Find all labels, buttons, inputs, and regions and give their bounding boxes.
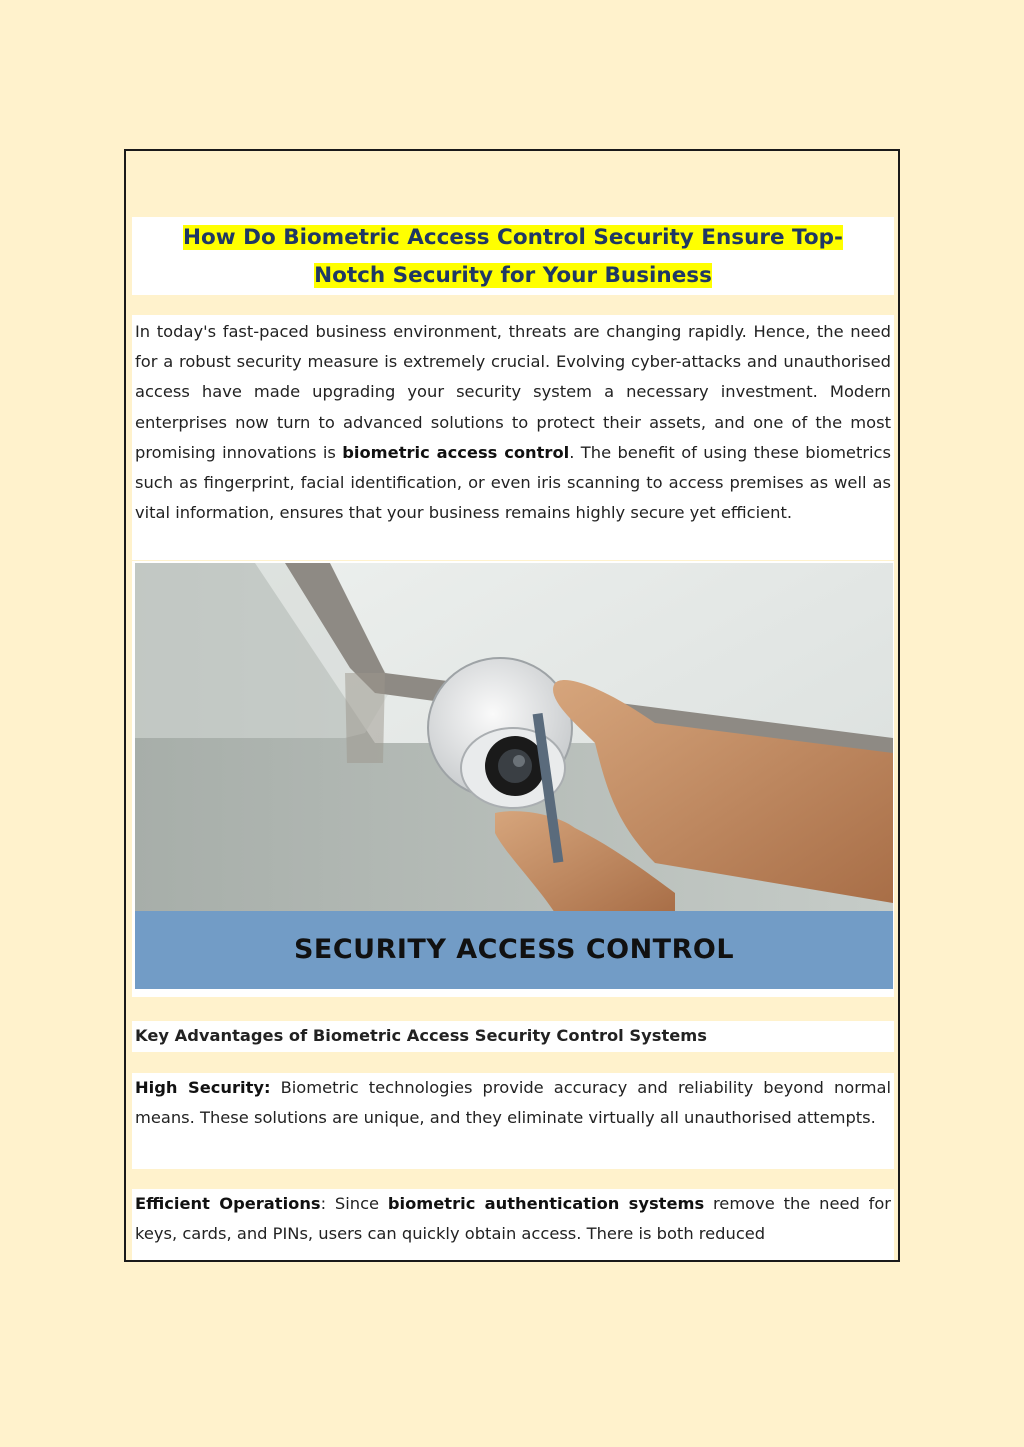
intro-text-end: . The benefit of using these biometrics such as fingerprint, facial identification, or even iris scanning to access premises as well as vital information, ensures that your business remains highly secure yet efficient. xyxy=(135,442,891,523)
security-camera-image xyxy=(135,563,893,989)
high-security-block xyxy=(132,1073,894,1169)
efficient-operations-label: Efficient Operations xyxy=(135,1194,321,1213)
key-advantages-heading-block xyxy=(132,1021,894,1052)
intro-paragraph xyxy=(132,317,894,528)
efficient-operations-paragraph xyxy=(132,1189,894,1249)
high-security-text: Biometric technologies provide accuracy and reliability beyond normal means. These solutions are unique, and they eliminate virtually all unauthorised attempts. xyxy=(135,1078,891,1128)
efficient-text: remove the need for keys, cards, and PINs, users can quickly obtain access. There is both reduced xyxy=(135,1194,892,1244)
page-title xyxy=(132,217,894,295)
title-line-2: Notch Security for Your Business xyxy=(314,263,712,288)
document-frame xyxy=(124,149,900,1262)
intro-keyword: biometric access control xyxy=(342,442,570,462)
high-security-label: High Security: xyxy=(135,1078,271,1097)
image-caption: SECURITY ACCESS CONTROL xyxy=(293,934,735,965)
efficient-keyword: biometric authentication systems xyxy=(387,1194,705,1213)
efficient-operations-block xyxy=(132,1189,894,1262)
efficient-sep: : Since xyxy=(320,1194,388,1213)
title-block xyxy=(132,217,894,295)
intro-block xyxy=(132,315,894,560)
intro-text: In today's fast-paced business environment, threats are changing rapidly. Hence, the need for a robust security measure is extremely crucial. Evolving cyber-attacks and unauthorised access have made upgrading your security system a necessary investment. Modern enterprises now turn to advanced solutions to protect their assets, and one of the most promising innovations is xyxy=(135,322,891,462)
section-heading: Key Advantages of Biometric Access Security Control Systems xyxy=(135,1026,707,1045)
high-security-paragraph xyxy=(132,1073,894,1133)
photo-block xyxy=(132,561,894,997)
title-line-1: How Do Biometric Access Control Security Ensure Top- xyxy=(183,225,843,250)
